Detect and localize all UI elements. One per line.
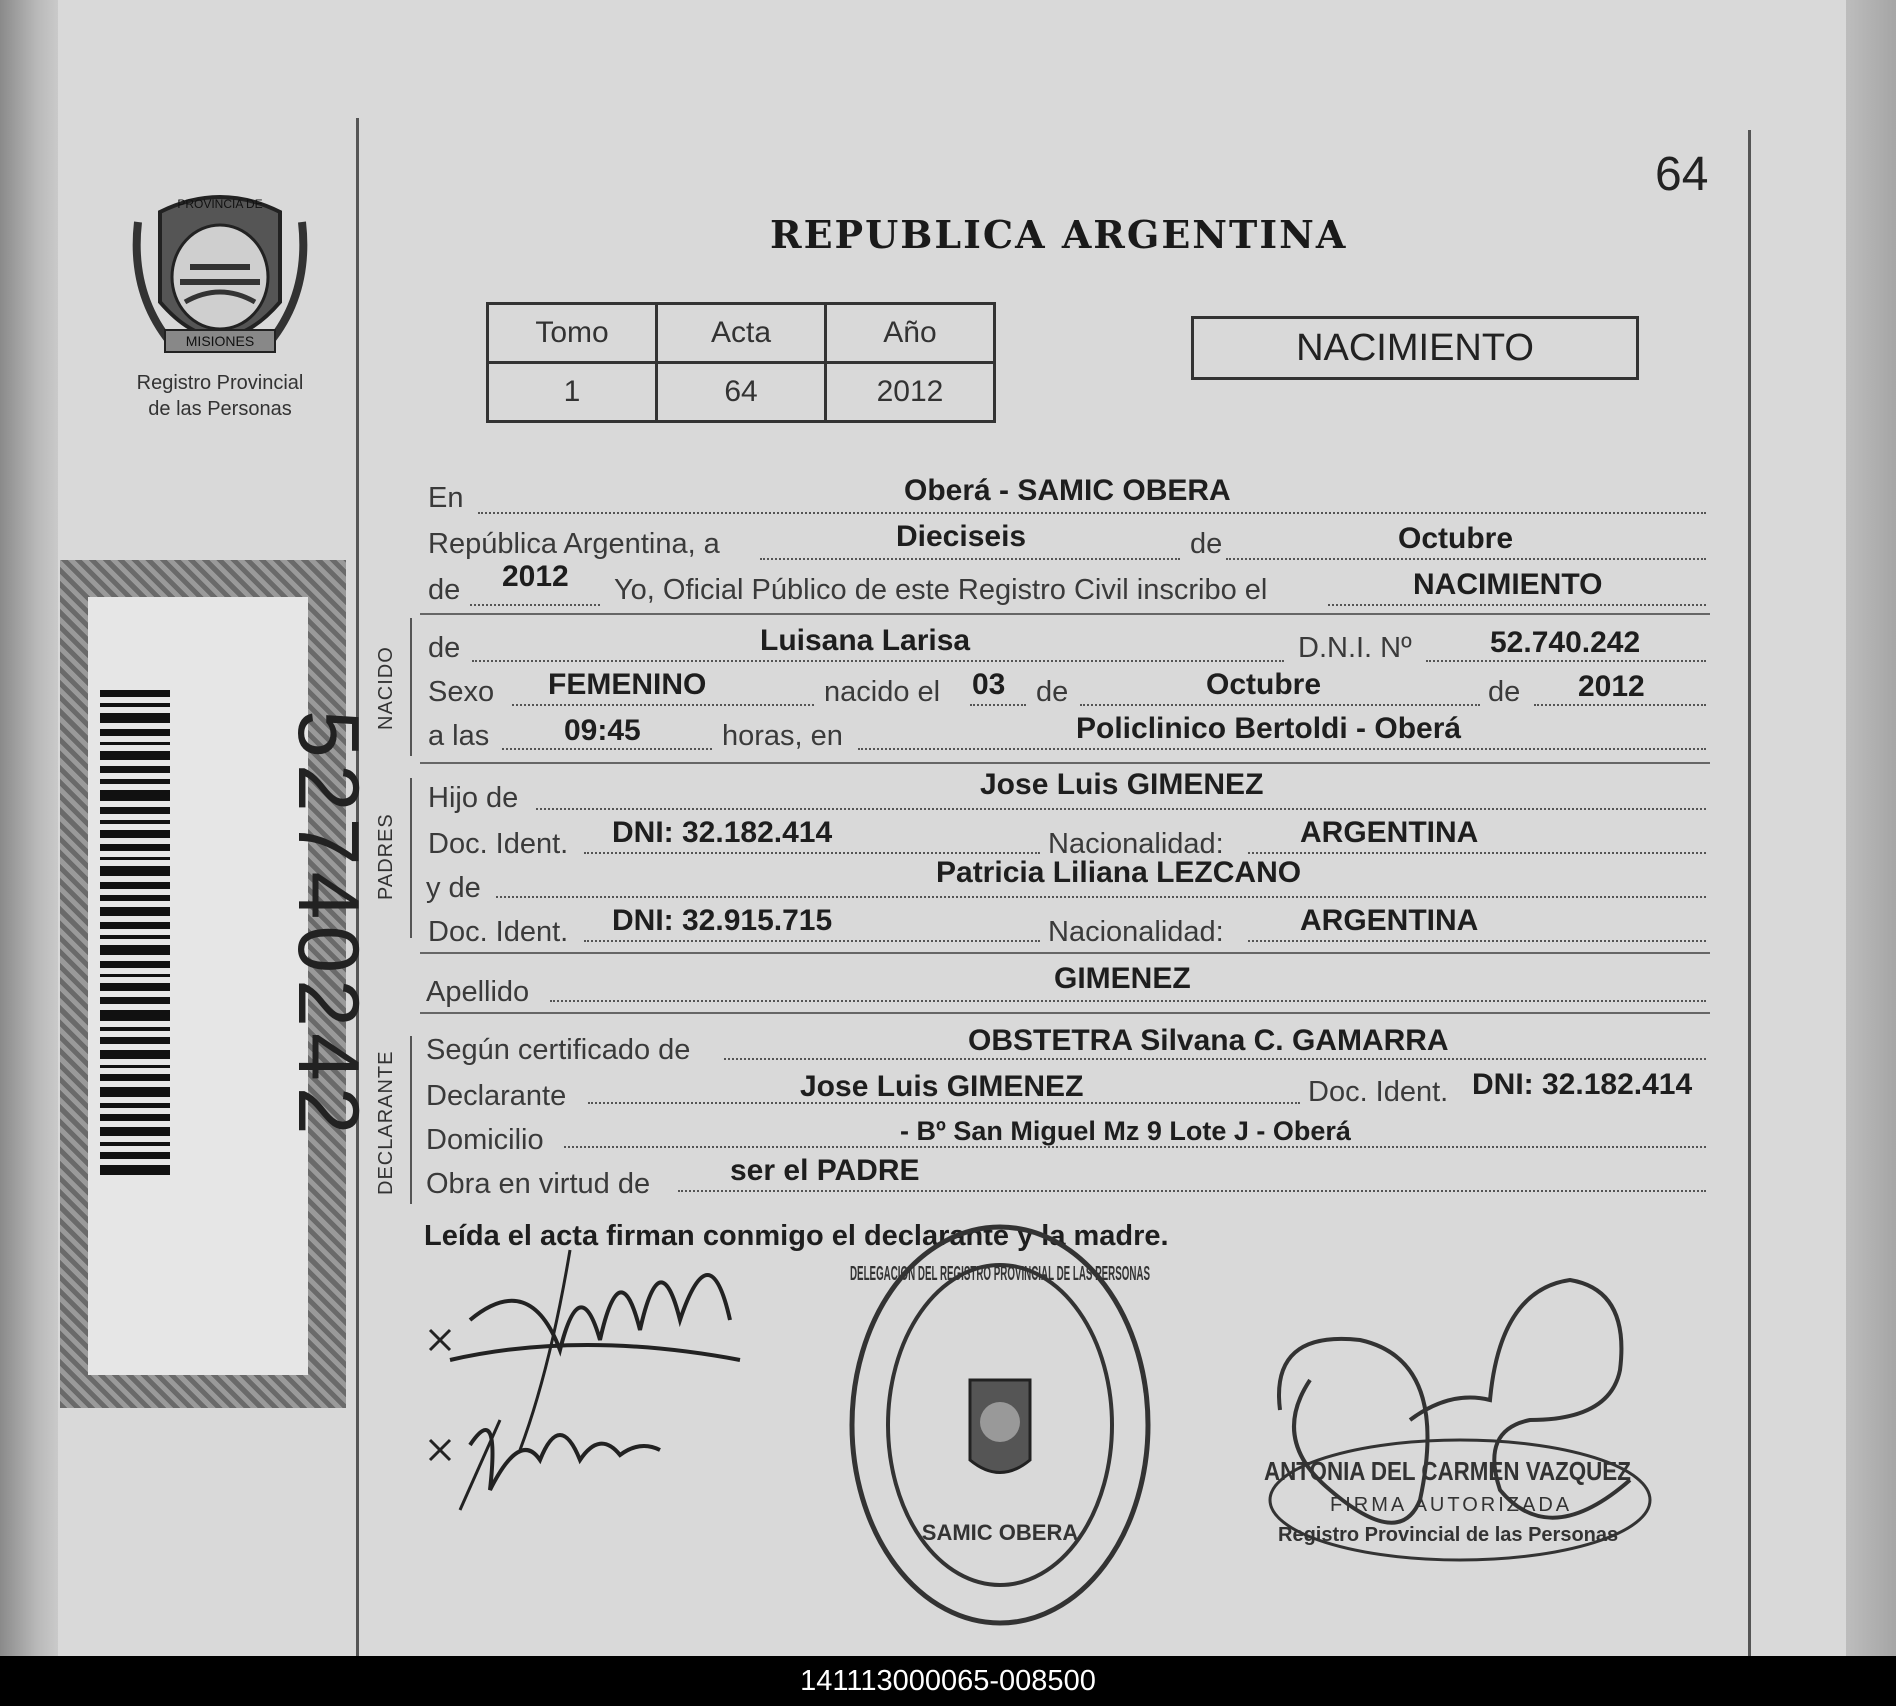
value-child-dni: 52.740.242 bbox=[1490, 626, 1641, 659]
value-mother-nationality: ARGENTINA bbox=[1300, 904, 1479, 937]
record-table bbox=[486, 302, 996, 423]
side-label-declarante: DECLARANTE bbox=[375, 1050, 397, 1195]
dotted-line bbox=[478, 512, 1706, 514]
inscribo-text: Yo, Oficial Público de este Registro Civil inscribo el bbox=[614, 574, 1268, 606]
label-sexo: Sexo bbox=[428, 676, 495, 708]
declarante-bracket bbox=[410, 1036, 412, 1204]
value-birth-year: 2012 bbox=[1578, 670, 1645, 703]
dotted-line bbox=[496, 896, 1706, 898]
dotted-line bbox=[1328, 604, 1706, 606]
value-ano: 2012 bbox=[826, 363, 995, 422]
side-label-padres: PADRES bbox=[375, 813, 397, 900]
official-office: Registro Provincial de las Personas bbox=[1278, 1524, 1619, 1546]
page-edge bbox=[1846, 0, 1896, 1656]
label-nacionalidad: Nacionalidad: bbox=[1048, 828, 1224, 860]
label-hijo: Hijo de bbox=[428, 782, 519, 814]
label-nacido: nacido el bbox=[824, 676, 941, 708]
value-father-name: Jose Luis GIMENEZ bbox=[980, 768, 1264, 801]
section-rule bbox=[420, 762, 1710, 764]
label-en: En bbox=[428, 482, 464, 514]
right-margin-line bbox=[1748, 130, 1751, 1656]
official-name: ANTONIA DEL CARMEN VAZQUEZ bbox=[1264, 1456, 1631, 1486]
value-father-nationality: ARGENTINA bbox=[1300, 816, 1479, 849]
side-label-nacido: NACIDO bbox=[375, 646, 397, 730]
dotted-line bbox=[1426, 660, 1706, 662]
label-de: de bbox=[428, 632, 461, 664]
value-place: Oberá - SAMIC OBERA bbox=[904, 474, 1231, 507]
dotted-line bbox=[1534, 704, 1706, 706]
svg-text:SAMIC OBERA: SAMIC OBERA bbox=[921, 1520, 1079, 1545]
value-day: Dieciseis bbox=[896, 520, 1027, 553]
dotted-line bbox=[472, 660, 1284, 662]
value-year: 2012 bbox=[502, 560, 569, 593]
svg-text:PROVINCIA DE: PROVINCIA DE bbox=[177, 197, 263, 211]
label-obra: Obra en virtud de bbox=[426, 1168, 651, 1200]
label-doc: Doc. Ident. bbox=[428, 828, 569, 860]
label-dni: D.N.I. Nº bbox=[1298, 632, 1412, 664]
dotted-line bbox=[536, 808, 1706, 810]
dotted-line bbox=[470, 604, 600, 606]
dotted-line bbox=[1248, 940, 1706, 942]
svg-text:MISIONES: MISIONES bbox=[185, 333, 255, 349]
label-declarante: Declarante bbox=[426, 1080, 567, 1112]
dotted-line bbox=[760, 558, 1180, 560]
label-de: de bbox=[428, 574, 461, 606]
value-time: 09:45 bbox=[564, 714, 641, 747]
value-declarante-doc: DNI: 32.182.414 bbox=[1472, 1068, 1693, 1101]
misiones-coat-of-arms-icon bbox=[130, 182, 310, 372]
registry-caption bbox=[100, 370, 340, 422]
dotted-line bbox=[858, 748, 1706, 750]
value-act-type: NACIMIENTO bbox=[1413, 568, 1603, 601]
value-tomo: 1 bbox=[488, 363, 657, 422]
closing-statement: Leída el acta firman conmigo el declarante y la madre. bbox=[424, 1220, 1169, 1252]
dotted-line bbox=[678, 1190, 1706, 1192]
dotted-line bbox=[502, 748, 712, 750]
label-segun: Según certificado de bbox=[426, 1034, 691, 1066]
value-birth-month: Octubre bbox=[1206, 668, 1322, 701]
header-tomo: Tomo bbox=[488, 304, 657, 363]
scan-code: 141113000065-008500 bbox=[0, 1656, 1896, 1706]
dotted-line bbox=[584, 852, 1040, 854]
value-birth-day: 03 bbox=[972, 668, 1006, 701]
document-title: REPUBLICA ARGENTINA bbox=[770, 212, 1348, 257]
label-doc: Doc. Ident. bbox=[428, 916, 569, 948]
value-declarante: Jose Luis GIMENEZ bbox=[800, 1070, 1084, 1103]
dotted-line bbox=[550, 1000, 1706, 1002]
label-yde: y de bbox=[426, 872, 481, 904]
caption-line-2: de las Personas bbox=[148, 398, 292, 420]
value-mother-doc: DNI: 32.915.715 bbox=[612, 904, 833, 937]
label-de: de bbox=[1488, 676, 1521, 708]
value-obra: ser el PADRE bbox=[730, 1154, 920, 1187]
value-month: Octubre bbox=[1398, 522, 1514, 555]
value-domicilio: - Bº San Miguel Mz 9 Lote J - Oberá bbox=[900, 1116, 1351, 1146]
value-acta: 64 bbox=[657, 363, 826, 422]
header-ano: Año bbox=[826, 304, 995, 363]
page-number: 64 bbox=[1655, 148, 1709, 201]
section-rule bbox=[420, 952, 1710, 954]
label-nacionalidad: Nacionalidad: bbox=[1048, 916, 1224, 948]
label-domicilio: Domicilio bbox=[426, 1124, 544, 1156]
value-mother-name: Patricia Liliana LEZCANO bbox=[936, 856, 1302, 889]
official-role: FIRMA AUTORIZADA bbox=[1330, 1494, 1573, 1516]
section-rule bbox=[420, 1012, 1710, 1014]
dotted-line bbox=[1248, 852, 1706, 854]
label-republica: República Argentina, a bbox=[428, 528, 720, 560]
dotted-line bbox=[1080, 704, 1480, 706]
section-rule bbox=[420, 613, 1710, 615]
value-child-name: Luisana Larisa bbox=[760, 624, 971, 657]
declarant-signatures bbox=[410, 1210, 750, 1520]
value-birth-place: Policlinico Bertoldi - Oberá bbox=[1076, 712, 1462, 745]
svg-text:DELEGACION DEL REGISTRO PROVIN: DELEGACION DEL REGISTRO PROVINCIAL DE LAS PERSONAS bbox=[850, 1263, 1150, 1285]
value-apellido: GIMENEZ bbox=[1054, 962, 1191, 995]
dotted-line bbox=[724, 1058, 1706, 1060]
dotted-line bbox=[970, 704, 1026, 706]
dotted-line bbox=[512, 704, 814, 706]
barcode-icon bbox=[100, 690, 170, 1260]
label-de: de bbox=[1036, 676, 1069, 708]
record-type-box: NACIMIENTO bbox=[1191, 316, 1639, 380]
label-horas: horas, en bbox=[722, 720, 843, 752]
label-doc: Doc. Ident. bbox=[1308, 1076, 1449, 1108]
dotted-line bbox=[584, 940, 1040, 942]
padres-bracket bbox=[410, 778, 412, 938]
value-father-doc: DNI: 32.182.414 bbox=[612, 816, 833, 849]
header-acta: Acta bbox=[657, 304, 826, 363]
label-alas: a las bbox=[428, 720, 490, 752]
value-certificate: OBSTETRA Silvana C. GAMARRA bbox=[968, 1024, 1449, 1057]
value-sexo: FEMENINO bbox=[548, 668, 707, 701]
registry-stamp-icon bbox=[830, 1210, 1170, 1640]
book-spine bbox=[0, 0, 62, 1656]
dotted-line bbox=[1226, 558, 1706, 560]
label-de: de bbox=[1190, 528, 1223, 560]
caption-line-1: Registro Provincial bbox=[136, 372, 304, 394]
barcode-number: 52740242 bbox=[280, 710, 376, 1141]
label-apellido: Apellido bbox=[426, 976, 530, 1008]
nacido-bracket bbox=[410, 618, 412, 756]
